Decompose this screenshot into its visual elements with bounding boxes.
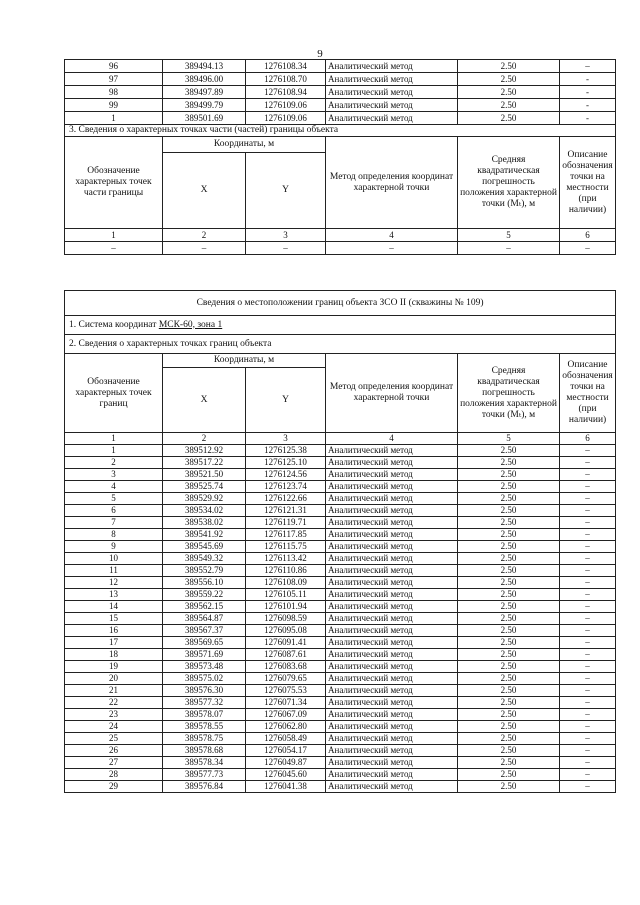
point-number: 18 bbox=[65, 649, 163, 661]
mt-cell: 2.50 bbox=[458, 493, 560, 505]
object-boundary-table bbox=[64, 290, 616, 793]
method-cell: Аналитический метод bbox=[326, 481, 458, 493]
desc-cell: – bbox=[560, 625, 616, 637]
top-continuation-rows bbox=[65, 60, 616, 125]
coord-x: 389529.92 bbox=[163, 493, 246, 505]
mt-cell: 2.50 bbox=[458, 481, 560, 493]
desc-cell: – bbox=[560, 673, 616, 685]
mt-cell: 2.50 bbox=[458, 589, 560, 601]
desc-cell: – bbox=[560, 541, 616, 553]
method-cell: Аналитический метод bbox=[326, 73, 458, 86]
point-number: 1 bbox=[65, 445, 163, 457]
point-number: 13 bbox=[65, 589, 163, 601]
part-x-header: X bbox=[163, 153, 246, 229]
mt-cell: 2.50 bbox=[458, 685, 560, 697]
table-row bbox=[65, 86, 616, 99]
page-number: 9 bbox=[317, 48, 323, 60]
column-number: 3 bbox=[246, 229, 326, 242]
table-row bbox=[65, 541, 616, 553]
table-row bbox=[65, 673, 616, 685]
coord-y: 1276121.31 bbox=[246, 505, 326, 517]
method-cell: Аналитический метод bbox=[326, 505, 458, 517]
table-row bbox=[65, 781, 616, 793]
desc-cell: - bbox=[560, 112, 616, 125]
point-number: 22 bbox=[65, 697, 163, 709]
object-title: Сведения о местоположении границ объекта ЗСО II (скважины № 109) bbox=[65, 291, 616, 316]
table-row bbox=[65, 613, 616, 625]
coord-x: 389494.13 bbox=[163, 60, 246, 73]
column-number: 6 bbox=[560, 433, 616, 445]
coord-x: 389578.68 bbox=[163, 745, 246, 757]
method-cell: Аналитический метод bbox=[326, 541, 458, 553]
coord-x: 389501.69 bbox=[163, 112, 246, 125]
desc-cell: – bbox=[560, 733, 616, 745]
coord-y: 1276110.86 bbox=[246, 565, 326, 577]
main-point-rows bbox=[65, 445, 616, 793]
point-number: 2 bbox=[65, 457, 163, 469]
mt-cell: 2.50 bbox=[458, 505, 560, 517]
table-row bbox=[65, 625, 616, 637]
method-cell: Аналитический метод bbox=[326, 745, 458, 757]
table-row bbox=[65, 445, 616, 457]
coord-x: 389497.89 bbox=[163, 86, 246, 99]
coord-x: 389567.37 bbox=[163, 625, 246, 637]
coord-x: 389571.69 bbox=[163, 649, 246, 661]
method-cell: Аналитический метод bbox=[326, 529, 458, 541]
method-cell: Аналитический метод bbox=[326, 493, 458, 505]
empty-cell: – bbox=[65, 242, 163, 255]
part-y-header: Y bbox=[246, 153, 326, 229]
coord-x: 389552.79 bbox=[163, 565, 246, 577]
main-coords-header: Координаты, м bbox=[163, 354, 326, 368]
point-number: 10 bbox=[65, 553, 163, 565]
mt-cell: 2.50 bbox=[458, 457, 560, 469]
point-number: 9 bbox=[65, 541, 163, 553]
point-number: 20 bbox=[65, 673, 163, 685]
part-boundary-table bbox=[64, 59, 616, 255]
table-row bbox=[65, 60, 616, 73]
mt-cell: 2.50 bbox=[458, 601, 560, 613]
coord-y: 1276108.34 bbox=[246, 60, 326, 73]
column-number: 3 bbox=[246, 433, 326, 445]
point-number: 17 bbox=[65, 637, 163, 649]
point-number: 99 bbox=[65, 99, 163, 112]
empty-cell: – bbox=[246, 242, 326, 255]
table-row bbox=[65, 565, 616, 577]
point-number: 3 bbox=[65, 469, 163, 481]
mt-cell: 2.50 bbox=[458, 60, 560, 73]
main-col-point-header: Обозначение характерных точек границ bbox=[65, 354, 163, 433]
mt-cell: 2.50 bbox=[458, 565, 560, 577]
desc-cell: – bbox=[560, 613, 616, 625]
mt-cell: 2.50 bbox=[458, 625, 560, 637]
coord-y: 1276124.56 bbox=[246, 469, 326, 481]
point-number: 27 bbox=[65, 757, 163, 769]
empty-cell: – bbox=[458, 242, 560, 255]
coord-x: 389575.02 bbox=[163, 673, 246, 685]
mt-cell: 2.50 bbox=[458, 733, 560, 745]
mt-cell: 2.50 bbox=[458, 697, 560, 709]
coord-y: 1276108.70 bbox=[246, 73, 326, 86]
empty-cell: – bbox=[560, 242, 616, 255]
table-row bbox=[65, 649, 616, 661]
coord-x: 389573.48 bbox=[163, 661, 246, 673]
desc-cell: – bbox=[560, 457, 616, 469]
coord-y: 1276083.68 bbox=[246, 661, 326, 673]
method-cell: Аналитический метод bbox=[326, 781, 458, 793]
mt-cell: 2.50 bbox=[458, 86, 560, 99]
point-number: 28 bbox=[65, 769, 163, 781]
table-row bbox=[65, 553, 616, 565]
desc-cell: – bbox=[560, 637, 616, 649]
coord-y: 1276108.09 bbox=[246, 577, 326, 589]
part-column-numbers bbox=[65, 229, 616, 242]
coord-y: 1276054.17 bbox=[246, 745, 326, 757]
coord-y: 1276117.85 bbox=[246, 529, 326, 541]
table-row bbox=[65, 589, 616, 601]
desc-cell: – bbox=[560, 529, 616, 541]
coord-x: 389496.00 bbox=[163, 73, 246, 86]
point-number: 97 bbox=[65, 73, 163, 86]
coord-x: 389534.02 bbox=[163, 505, 246, 517]
desc-cell: – bbox=[560, 517, 616, 529]
desc-cell: – bbox=[560, 769, 616, 781]
method-cell: Аналитический метод bbox=[326, 685, 458, 697]
coord-y: 1276122.66 bbox=[246, 493, 326, 505]
mt-cell: 2.50 bbox=[458, 99, 560, 112]
mt-cell: 2.50 bbox=[458, 529, 560, 541]
coord-x: 389578.07 bbox=[163, 709, 246, 721]
mt-cell: 2.50 bbox=[458, 709, 560, 721]
desc-cell: – bbox=[560, 697, 616, 709]
coord-y: 1276113.42 bbox=[246, 553, 326, 565]
point-number: 1 bbox=[65, 112, 163, 125]
table-row bbox=[65, 577, 616, 589]
mt-cell: 2.50 bbox=[458, 613, 560, 625]
method-cell: Аналитический метод bbox=[326, 721, 458, 733]
mt-cell: 2.50 bbox=[458, 73, 560, 86]
mt-cell: 2.50 bbox=[458, 673, 560, 685]
coord-x: 389541.92 bbox=[163, 529, 246, 541]
part-col-point-header: Обозначение характерных точек части границы bbox=[65, 137, 163, 229]
method-cell: Аналитический метод bbox=[326, 625, 458, 637]
coord-x: 389564.87 bbox=[163, 613, 246, 625]
mt-cell: 2.50 bbox=[458, 745, 560, 757]
desc-cell: – bbox=[560, 481, 616, 493]
column-number: 2 bbox=[163, 433, 246, 445]
coord-x: 389538.02 bbox=[163, 517, 246, 529]
mt-cell: 2.50 bbox=[458, 469, 560, 481]
desc-cell: – bbox=[560, 757, 616, 769]
desc-cell: – bbox=[560, 589, 616, 601]
section2-title: 2. Сведения о характерных точках границ объекта bbox=[65, 335, 616, 354]
column-number: 6 bbox=[560, 229, 616, 242]
table-row bbox=[65, 481, 616, 493]
empty-cell: – bbox=[163, 242, 246, 255]
method-cell: Аналитический метод bbox=[326, 577, 458, 589]
coord-y: 1276115.75 bbox=[246, 541, 326, 553]
method-cell: Аналитический метод bbox=[326, 601, 458, 613]
method-cell: Аналитический метод bbox=[326, 517, 458, 529]
method-cell: Аналитический метод bbox=[326, 565, 458, 577]
coord-x: 389545.69 bbox=[163, 541, 246, 553]
coord-x: 389578.55 bbox=[163, 721, 246, 733]
table-row bbox=[65, 457, 616, 469]
method-cell: Аналитический метод bbox=[326, 613, 458, 625]
coord-x: 389562.15 bbox=[163, 601, 246, 613]
part-desc-header: Описание обозначения точки на местности (при наличии) bbox=[560, 137, 616, 229]
coord-y: 1276101.94 bbox=[246, 601, 326, 613]
point-number: 29 bbox=[65, 781, 163, 793]
table-row bbox=[65, 493, 616, 505]
point-number: 15 bbox=[65, 613, 163, 625]
table-row bbox=[65, 697, 616, 709]
coord-x: 389525.74 bbox=[163, 481, 246, 493]
main-x-header: X bbox=[163, 368, 246, 433]
coord-y: 1276062.80 bbox=[246, 721, 326, 733]
desc-cell: - bbox=[560, 73, 616, 86]
coord-y: 1276087.61 bbox=[246, 649, 326, 661]
point-number: 7 bbox=[65, 517, 163, 529]
point-number: 11 bbox=[65, 565, 163, 577]
coord-y: 1276125.10 bbox=[246, 457, 326, 469]
coord-y: 1276067.09 bbox=[246, 709, 326, 721]
point-number: 5 bbox=[65, 493, 163, 505]
mt-cell: 2.50 bbox=[458, 721, 560, 733]
coord-x: 389578.34 bbox=[163, 757, 246, 769]
mt-cell: 2.50 bbox=[458, 553, 560, 565]
coord-x: 389576.84 bbox=[163, 781, 246, 793]
mt-cell: 2.50 bbox=[458, 661, 560, 673]
desc-cell: - bbox=[560, 86, 616, 99]
point-number: 21 bbox=[65, 685, 163, 697]
point-number: 12 bbox=[65, 577, 163, 589]
mt-cell: 2.50 bbox=[458, 445, 560, 457]
point-number: 96 bbox=[65, 60, 163, 73]
coord-x: 389521.50 bbox=[163, 469, 246, 481]
coord-y: 1276091.41 bbox=[246, 637, 326, 649]
method-cell: Аналитический метод bbox=[326, 445, 458, 457]
method-cell: Аналитический метод bbox=[326, 86, 458, 99]
table-row bbox=[65, 661, 616, 673]
table-row bbox=[65, 709, 616, 721]
coord-y: 1276105.11 bbox=[246, 589, 326, 601]
mt-cell: 2.50 bbox=[458, 112, 560, 125]
method-cell: Аналитический метод bbox=[326, 99, 458, 112]
section3-title: 3. Сведения о характерных точках части (частей) границы объекта bbox=[65, 125, 616, 137]
part-mt-header: Средняя квадратическая погрешность положения характерной точки (Mₜ), м bbox=[458, 137, 560, 229]
coord-y: 1276123.74 bbox=[246, 481, 326, 493]
mt-cell: 2.50 bbox=[458, 757, 560, 769]
column-number: 5 bbox=[458, 229, 560, 242]
method-cell: Аналитический метод bbox=[326, 661, 458, 673]
table-row bbox=[65, 601, 616, 613]
coord-y: 1276049.87 bbox=[246, 757, 326, 769]
method-cell: Аналитический метод bbox=[326, 457, 458, 469]
desc-cell: – bbox=[560, 649, 616, 661]
table-row bbox=[65, 685, 616, 697]
column-number: 1 bbox=[65, 433, 163, 445]
table-row bbox=[65, 505, 616, 517]
main-method-header: Метод определения координат характерной точки bbox=[326, 354, 458, 433]
desc-cell: – bbox=[560, 553, 616, 565]
coord-x: 389576.30 bbox=[163, 685, 246, 697]
desc-cell: – bbox=[560, 745, 616, 757]
table-row bbox=[65, 757, 616, 769]
mt-cell: 2.50 bbox=[458, 637, 560, 649]
mt-cell: 2.50 bbox=[458, 541, 560, 553]
part-empty-row bbox=[65, 242, 616, 255]
point-number: 26 bbox=[65, 745, 163, 757]
method-cell: Аналитический метод bbox=[326, 469, 458, 481]
table-row bbox=[65, 721, 616, 733]
method-cell: Аналитический метод bbox=[326, 757, 458, 769]
coord-x: 389549.32 bbox=[163, 553, 246, 565]
mt-cell: 2.50 bbox=[458, 649, 560, 661]
coord-y: 1276109.06 bbox=[246, 99, 326, 112]
mt-cell: 2.50 bbox=[458, 577, 560, 589]
main-desc-header: Описание обозначения точки на местности (при наличии) bbox=[560, 354, 616, 433]
point-number: 4 bbox=[65, 481, 163, 493]
method-cell: Аналитический метод bbox=[326, 637, 458, 649]
coord-y: 1276125.38 bbox=[246, 445, 326, 457]
point-number: 23 bbox=[65, 709, 163, 721]
mt-cell: 2.50 bbox=[458, 769, 560, 781]
desc-cell: – bbox=[560, 781, 616, 793]
coord-y: 1276045.60 bbox=[246, 769, 326, 781]
coord-x: 389559.22 bbox=[163, 589, 246, 601]
table-row bbox=[65, 745, 616, 757]
empty-cell: – bbox=[326, 242, 458, 255]
coord-y: 1276095.08 bbox=[246, 625, 326, 637]
coord-x: 389517.22 bbox=[163, 457, 246, 469]
point-number: 14 bbox=[65, 601, 163, 613]
desc-cell: – bbox=[560, 469, 616, 481]
coord-y: 1276119.71 bbox=[246, 517, 326, 529]
point-number: 16 bbox=[65, 625, 163, 637]
mt-cell: 2.50 bbox=[458, 781, 560, 793]
column-number: 5 bbox=[458, 433, 560, 445]
table-row bbox=[65, 517, 616, 529]
method-cell: Аналитический метод bbox=[326, 709, 458, 721]
coord-x: 389499.79 bbox=[163, 99, 246, 112]
main-y-header: Y bbox=[246, 368, 326, 433]
coord-x: 389512.92 bbox=[163, 445, 246, 457]
desc-cell: – bbox=[560, 445, 616, 457]
column-number: 1 bbox=[65, 229, 163, 242]
coord-y: 1276098.59 bbox=[246, 613, 326, 625]
method-cell: Аналитический метод bbox=[326, 553, 458, 565]
point-number: 19 bbox=[65, 661, 163, 673]
coord-y: 1276079.65 bbox=[246, 673, 326, 685]
table-row bbox=[65, 637, 616, 649]
table-row bbox=[65, 769, 616, 781]
column-number: 4 bbox=[326, 229, 458, 242]
coord-y: 1276071.34 bbox=[246, 697, 326, 709]
desc-cell: – bbox=[560, 661, 616, 673]
method-cell: Аналитический метод bbox=[326, 589, 458, 601]
coord-x: 389577.73 bbox=[163, 769, 246, 781]
desc-cell: - bbox=[560, 99, 616, 112]
column-number: 2 bbox=[163, 229, 246, 242]
table-row bbox=[65, 529, 616, 541]
point-number: 25 bbox=[65, 733, 163, 745]
main-mt-header: Средняя квадратическая погрешность положения характерной точки (Mₜ), м bbox=[458, 354, 560, 433]
coord-y: 1276058.49 bbox=[246, 733, 326, 745]
column-number: 4 bbox=[326, 433, 458, 445]
coord-x: 389556.10 bbox=[163, 577, 246, 589]
desc-cell: – bbox=[560, 685, 616, 697]
method-cell: Аналитический метод bbox=[326, 112, 458, 125]
mt-cell: 2.50 bbox=[458, 517, 560, 529]
method-cell: Аналитический метод bbox=[326, 697, 458, 709]
desc-cell: – bbox=[560, 577, 616, 589]
table-row bbox=[65, 99, 616, 112]
method-cell: Аналитический метод bbox=[326, 60, 458, 73]
point-number: 24 bbox=[65, 721, 163, 733]
coord-x: 389577.32 bbox=[163, 697, 246, 709]
coord-system-prefix: 1. Система координат bbox=[69, 319, 159, 330]
desc-cell: – bbox=[560, 565, 616, 577]
coord-y: 1276108.94 bbox=[246, 86, 326, 99]
desc-cell: – bbox=[560, 601, 616, 613]
desc-cell: – bbox=[560, 709, 616, 721]
coord-y: 1276075.53 bbox=[246, 685, 326, 697]
table-row bbox=[65, 112, 616, 125]
method-cell: Аналитический метод bbox=[326, 673, 458, 685]
coord-system-line bbox=[65, 316, 616, 335]
coord-y: 1276041.38 bbox=[246, 781, 326, 793]
method-cell: Аналитический метод bbox=[326, 733, 458, 745]
part-method-header: Метод определения координат характерной точки bbox=[326, 137, 458, 229]
part-coords-header: Координаты, м bbox=[163, 137, 326, 153]
desc-cell: – bbox=[560, 493, 616, 505]
coord-x: 389578.75 bbox=[163, 733, 246, 745]
point-number: 6 bbox=[65, 505, 163, 517]
coord-x: 389569.65 bbox=[163, 637, 246, 649]
point-number: 8 bbox=[65, 529, 163, 541]
table-row bbox=[65, 73, 616, 86]
desc-cell: – bbox=[560, 721, 616, 733]
desc-cell: – bbox=[560, 60, 616, 73]
method-cell: Аналитический метод bbox=[326, 649, 458, 661]
method-cell: Аналитический метод bbox=[326, 769, 458, 781]
table-row bbox=[65, 469, 616, 481]
desc-cell: – bbox=[560, 505, 616, 517]
point-number: 98 bbox=[65, 86, 163, 99]
coord-system-value: МСК-60, зона 1 bbox=[158, 319, 223, 330]
table-row bbox=[65, 733, 616, 745]
coord-y: 1276109.06 bbox=[246, 112, 326, 125]
main-column-numbers bbox=[65, 433, 616, 445]
